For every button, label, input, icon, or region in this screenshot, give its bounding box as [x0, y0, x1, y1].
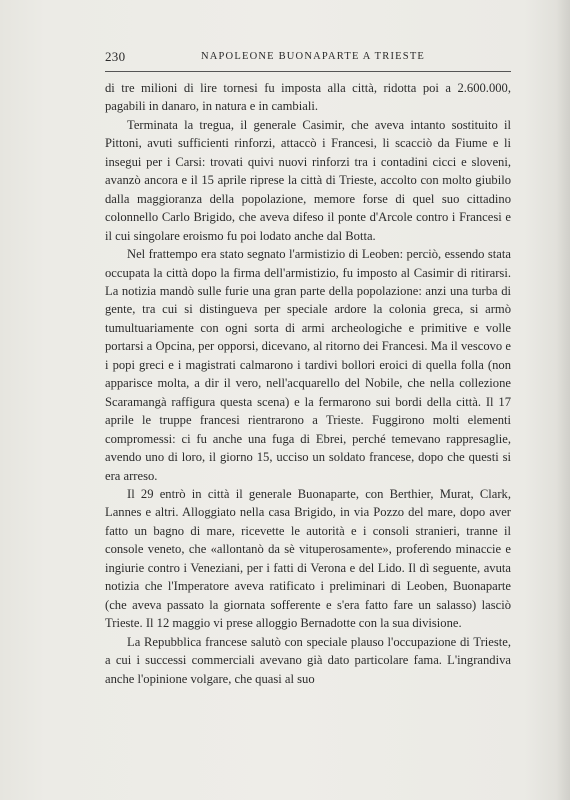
paragraph-continued: di tre milioni di lire tornesi fu imposta alla città, ridotta poi a 2.600.000, pagabili in danaro, in natura e in cambiali. — [105, 81, 511, 114]
running-title: NAPOLEONE BUONAPARTE A TRIESTE — [200, 51, 426, 62]
paragraph: La Repubblica francese salutò con speciale plauso l'occupazione di Trieste, a cui i successi commerciali avevano già dato particolare fama. L'ingrandiva anche l'opinione volgare, che quasi al suo — [105, 634, 511, 686]
body-text — [105, 79, 511, 688]
page-header — [105, 49, 511, 65]
paragraph: Il 29 entrò in città il generale Buonaparte, con Berthier, Murat, Clark, Lannes e altri. Alloggiato nella casa Brigido, in via Pozzo del mare, dopo aver fatto un bagno di mare, ricevette le autorità e i consoli stranieri, tranne il console veneto, che «allontanò da sè vituperosamente», proferendo minaccie e ingiurie contro i Veneziani, per i fatti di Verona e del Lido. Il dì seguente, avuta notizia che l'Imperatore aveva ratificato i preliminari di Leoben, Buonaparte (che aveva passato la giornata sofferente e s'era fatto fare un salasso) lasciò Trieste. Il 12 maggio vi prese alloggio Bernadotte con la sua divisione. — [105, 486, 511, 631]
paragraph: Terminata la tregua, il generale Casimir, che aveva intanto sostituito il Pittoni, avuti sufficienti rinforzi, attaccò i Francesi, li scacciò da Fiume e li insegui per i Carsi: trovati quivi nuovi rinforzi tra i contadini cicci e sloveni, avanzò ancora e il 15 aprile riprese la città di Trieste, accolto con molto giubilo dalla maggioranza della popolazione, memore forse di quel suo cittadino colonnello Carlo Brigido, che aveva difeso il ponte d'Arcole contro i Francesi e il cui singolare eroismo fu poi lodato anche dal Botta. — [105, 117, 511, 243]
header-rule — [105, 71, 511, 72]
paragraph: Nel frattempo era stato segnato l'armistizio di Leoben: perciò, essendo stata occupata la città dopo la firma dell'armistizio, fu imposto al Casimir di ritirarsi. La notizia mandò sulle furie una gran parte della popolazione: anzi una turba di gente, tra cui si distingueva per speciale ardore la colonia greca, si armò tumultuariamente con ogni sorta di armi archeologiche e primitive e volle portarsi a Opcina, per opporsi, dicevano, al ritorno dei Francesi. Ma il vescovo e i popi greci e i magistrati calmarono i tardivi bollori eroici di quella folla (non apparisce molta, a dir il vero, nell'acquarello del Nobile, che nella collezione Scaramangà raffigura questa scena) e la fermarono sui bordi della città. Il 17 aprile le truppe francesi rientrarono a Trieste. Fuggirono molti elementi compromessi: ci fu anche una fuga di Ebrei, perché temevano rappresaglie, avendo uno di loro, il giorno 15, ucciso un soldato francese, dopo che questi si era arreso. — [105, 247, 511, 483]
page-number: 230 — [105, 49, 126, 64]
page-edge-shadow — [556, 0, 570, 800]
